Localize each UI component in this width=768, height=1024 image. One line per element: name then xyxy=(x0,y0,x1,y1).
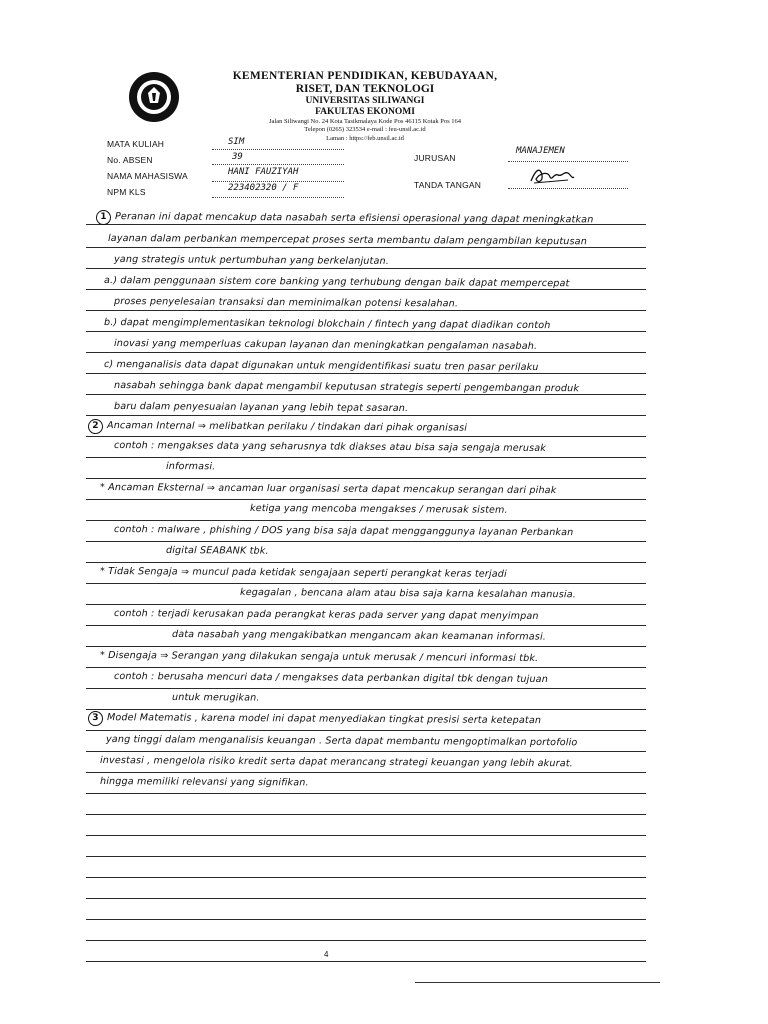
ruled-line xyxy=(86,856,646,857)
jurusan-value: MANAJEMEN xyxy=(516,146,565,156)
answer-line: investasi , mengelola risiko kredit serta dapat merancang strategi keuangan yang lebih akurat. xyxy=(99,755,573,770)
nama-label: NAMA MAHASISWA xyxy=(107,171,188,181)
kop-ministry-line2: RISET, DAN TEKNOLOGI xyxy=(295,83,435,96)
ruled-line xyxy=(86,814,646,815)
kop-address: Jalan Siliwangi No. 24 Kota Tasikmalaya Kode Pos 46115 Kotak Pos 164 xyxy=(268,118,461,126)
nama-dots xyxy=(212,180,344,182)
ttd-dots xyxy=(508,187,628,189)
kop-university: UNIVERSITAS SILIWANGI xyxy=(305,96,425,107)
jurusan-dots xyxy=(508,160,628,162)
mata-kuliah-label: MATA KULIAH xyxy=(107,139,165,149)
ruled-line xyxy=(86,268,646,269)
answer-line: proses penyelesaian transaksi dan meminimalkan potensi kesalahan. xyxy=(113,296,459,310)
mata-kuliah-dots xyxy=(212,148,344,150)
kop-ministry-line1: KEMENTERIAN PENDIDIKAN, KEBUDAYAAN, xyxy=(232,70,498,82)
answer-line: * Disengaja ⇒ Serangan yang dilakukan sengaja untuk merusak / mencuri informasi tbk. xyxy=(99,650,539,665)
answer-line: a.) dalam penggunaan sistem core banking yang terhubung dengan baik dapat mempercepat xyxy=(103,275,570,290)
answer-line: nasabah sehingga bank dapat mengambil keputusan strategis seperti pengembangan produk xyxy=(113,380,580,395)
ruled-line xyxy=(86,730,646,731)
answer-line: untuk merugikan. xyxy=(171,692,260,704)
kop-faculty: FAKULTAS EKONOMI xyxy=(315,107,415,118)
ttd-label: TANDA TANGAN xyxy=(414,180,482,190)
answer-line: data nasabah yang mengakibatkan mengancam akan keamanan informasi. xyxy=(171,629,547,643)
answer-line: hingga memiliki relevansi yang signifikan. xyxy=(99,776,309,789)
answer-line: layanan dalam perbankan mempercepat proses serta membantu dalam pengambilan keputusan xyxy=(107,233,587,248)
ruled-line xyxy=(86,310,646,311)
signature-icon xyxy=(528,165,576,187)
answer-line: c) menganalisis data dapat digunakan untuk mengidentifikasi suatu tren pasar perilaku xyxy=(103,359,539,374)
answer-line: digital SEABANK tbk. xyxy=(165,545,269,557)
ruled-line xyxy=(86,709,646,710)
jurusan-label: JURUSAN xyxy=(414,153,456,163)
ruled-line xyxy=(86,898,646,899)
page-mark: 4 xyxy=(324,950,329,959)
question-number-2: 2 xyxy=(88,419,103,434)
ruled-line xyxy=(86,625,646,626)
ruled-line xyxy=(86,352,646,353)
ruled-line xyxy=(86,499,646,500)
no-absen-label: No. ABSEN xyxy=(107,155,153,165)
npm-value: 223402320 / F xyxy=(228,183,299,193)
answer-line: baru dalam penyesuaian layanan yang lebih tepat sasaran. xyxy=(113,401,409,415)
answer-line: kegagalan , bencana alam atau bisa saja karna kesalahan manusia. xyxy=(239,587,576,601)
answer-line: informasi. xyxy=(165,461,216,473)
answer-line: 1 Peranan ini dapat mencakup data nasabah serta efisiensi operasional yang dapat meningkatkan xyxy=(96,210,656,229)
question-number-1: 1 xyxy=(96,210,111,225)
ruled-line xyxy=(86,961,646,962)
answer-line: contoh : terjadi kerusakan pada perangkat keras pada server yang dapat menyimpan xyxy=(113,608,539,622)
mata-kuliah-value: SIM xyxy=(228,137,245,147)
ruled-line xyxy=(86,772,646,773)
ruled-line xyxy=(86,751,646,752)
answer-line: contoh : malware , phishing / DOS yang bisa saja dapat mengganggunya layanan Perbankan xyxy=(113,524,574,539)
answer-line: ketiga yang mencoba mengakses / merusak sistem. xyxy=(249,503,508,516)
ruled-line xyxy=(86,646,646,647)
ruled-line xyxy=(86,940,646,941)
ruled-line xyxy=(86,394,646,395)
bottom-edge-line xyxy=(415,982,660,983)
ruled-line xyxy=(86,793,646,794)
ruled-line xyxy=(86,541,646,542)
no-absen-value: 39 xyxy=(232,152,243,162)
ruled-line xyxy=(86,688,646,689)
nama-value: HANI FAUZIYAH xyxy=(228,167,299,177)
ruled-line xyxy=(86,478,646,479)
kop-telepon: Telepon (0265) 323534 e-mail : feu-unsil.ac.id xyxy=(304,126,426,134)
answer-line: inovasi yang memperluas cakupan layanan dan meningkatkan pengalaman nasabah. xyxy=(113,338,538,352)
answer-line: yang strategis untuk pertumbuhan yang berkelanjutan. xyxy=(113,254,389,267)
answer-line: * Tidak Sengaja ⇒ muncul pada ketidak sengajaan seperti perangkat keras terjadi xyxy=(99,566,507,580)
university-logo xyxy=(128,71,180,123)
ruled-line xyxy=(86,835,646,836)
npm-dots xyxy=(212,196,344,198)
ruled-line xyxy=(86,520,646,521)
letterhead xyxy=(205,70,525,143)
ruled-line xyxy=(86,919,646,920)
ruled-line xyxy=(86,457,646,458)
ruled-line xyxy=(86,415,646,416)
ruled-line xyxy=(86,877,646,878)
ruled-line xyxy=(86,604,646,605)
ruled-line xyxy=(86,562,646,563)
question-number-3: 3 xyxy=(88,711,103,726)
answer-line: 2 Ancaman Internal ⇒ melibatkan perilaku / tindakan dari pihak organisasi xyxy=(88,419,648,438)
answer-line: contoh : mengakses data yang seharusnya tdk diakses atau bisa saja sengaja merusak xyxy=(113,440,547,455)
answer-line: 3 Model Matematis , karena model ini dapat menyediakan tingkat presisi serta ketepatan xyxy=(88,711,648,730)
answer-line: * Ancaman Eksternal ⇒ ancaman luar organisasi serta dapat mencakup serangan dari pihak xyxy=(99,482,557,497)
kop-laman: Laman : https://feb.unsil.ac.id xyxy=(326,134,404,142)
answer-line: contoh : berusaha mencuri data / mengakses data perbankan digital tbk dengan tujuan xyxy=(113,671,548,686)
answer-line: yang tinggi dalam menganalisis keuangan . Serta dapat membantu mengoptimalkan portofolio xyxy=(105,734,578,749)
no-absen-dots xyxy=(212,163,344,165)
ruled-line xyxy=(86,583,646,584)
npm-label: NPM KLS xyxy=(107,187,146,197)
ruled-line xyxy=(86,667,646,668)
answer-line: b.) dapat mengimplementasikan teknologi blokchain / fintech yang dapat diadikan contoh xyxy=(103,317,551,332)
